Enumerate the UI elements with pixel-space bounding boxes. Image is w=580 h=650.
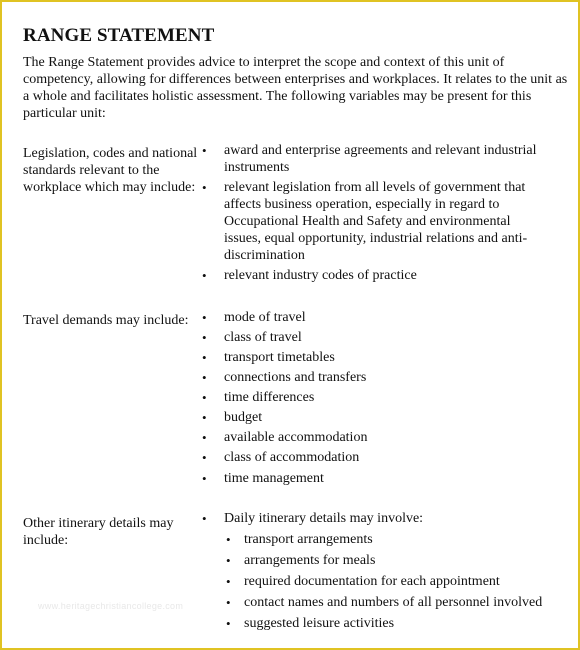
itinerary-list	[199, 510, 549, 636]
bullet-icon: •	[226, 574, 231, 589]
list-item	[199, 349, 549, 366]
list-item-text: relevant industry codes of practice	[224, 268, 417, 283]
list-item	[199, 369, 549, 386]
bullet-icon: •	[202, 430, 207, 445]
sub-list-item-text: transport arrangements	[244, 532, 373, 547]
list-item	[199, 470, 549, 487]
intro-paragraph: The Range Statement provides advice to interpret the scope and context of this unit of competency, allowing for differences between enterprises and workplaces. It relates to the unit as a whole and facilitates holistic assessment. The following variables may be present for this particular unit:	[23, 55, 568, 121]
bullet-icon: •	[202, 310, 207, 325]
sub-list-item	[224, 531, 549, 548]
sub-list-item	[224, 552, 549, 569]
bullet-icon: •	[226, 616, 231, 631]
section-label-legislation: Legislation, codes and national standards relevant to the workplace which may include:	[23, 146, 198, 195]
section-label-itinerary: Other itinerary details may include:	[23, 516, 174, 548]
list-item-text: Daily itinerary details may involve:	[224, 511, 424, 526]
bullet-icon: •	[226, 553, 231, 568]
legislation-list	[199, 142, 549, 284]
bullet-icon: •	[202, 268, 207, 283]
list-item	[199, 389, 549, 406]
bullet-icon: •	[202, 370, 207, 385]
list-item	[199, 429, 549, 446]
list-item-text: time management	[224, 471, 324, 486]
bullet-icon: •	[202, 350, 207, 365]
list-item-text: class of accommodation	[224, 450, 360, 465]
list-item	[199, 309, 549, 326]
list-item-text: available accommodation	[224, 430, 368, 445]
list-item-text: budget	[224, 410, 263, 425]
page-title: RANGE STATEMENT	[23, 25, 215, 46]
travel-demands-list	[199, 309, 549, 487]
list-item-text: connections and transfers	[224, 370, 367, 385]
list-item-text: transport timetables	[224, 350, 335, 365]
sub-list-item	[224, 615, 549, 632]
list-item-text: time differences	[224, 390, 315, 405]
list-item-text: mode of travel	[224, 310, 306, 325]
sub-list-item-text: suggested leisure activities	[244, 616, 395, 631]
bullet-icon: •	[202, 450, 207, 465]
bullet-icon: •	[226, 532, 231, 547]
list-item-text: award and enterprise agreements and relevant industrial instruments	[224, 143, 537, 175]
sub-list-item	[224, 594, 549, 611]
site-watermark: www.heritagechristiancollege.com	[38, 601, 184, 611]
bullet-icon: •	[202, 410, 207, 425]
list-item-text: relevant legislation from all levels of government that affects business operation, especially in regard to Occupational Health and Safety and environmental issues, equal opportunity, industrial relations and anti-discrimination	[224, 180, 528, 263]
bullet-icon: •	[202, 180, 207, 195]
sub-list-item-text: required documentation for each appointment	[244, 574, 500, 589]
list-item	[199, 329, 549, 346]
list-item-text: class of travel	[224, 330, 302, 345]
bullet-icon: •	[202, 471, 207, 486]
sub-list-item	[224, 573, 549, 590]
bullet-icon: •	[202, 390, 207, 405]
section-label-travel-demands: Travel demands may include:	[23, 313, 189, 328]
list-item	[199, 267, 549, 284]
list-item	[199, 179, 549, 264]
sub-list-item-text: arrangements for meals	[244, 553, 376, 568]
sub-list-item-text: contact names and numbers of all personnel involved	[244, 595, 543, 610]
bullet-icon: •	[202, 330, 207, 345]
bullet-icon: •	[202, 143, 207, 158]
list-item	[199, 409, 549, 426]
list-item	[199, 449, 549, 466]
bullet-icon: •	[202, 511, 207, 526]
bullet-icon: •	[226, 595, 231, 610]
itinerary-sub-list	[224, 531, 549, 632]
list-item	[199, 142, 549, 176]
list-item	[199, 510, 549, 632]
